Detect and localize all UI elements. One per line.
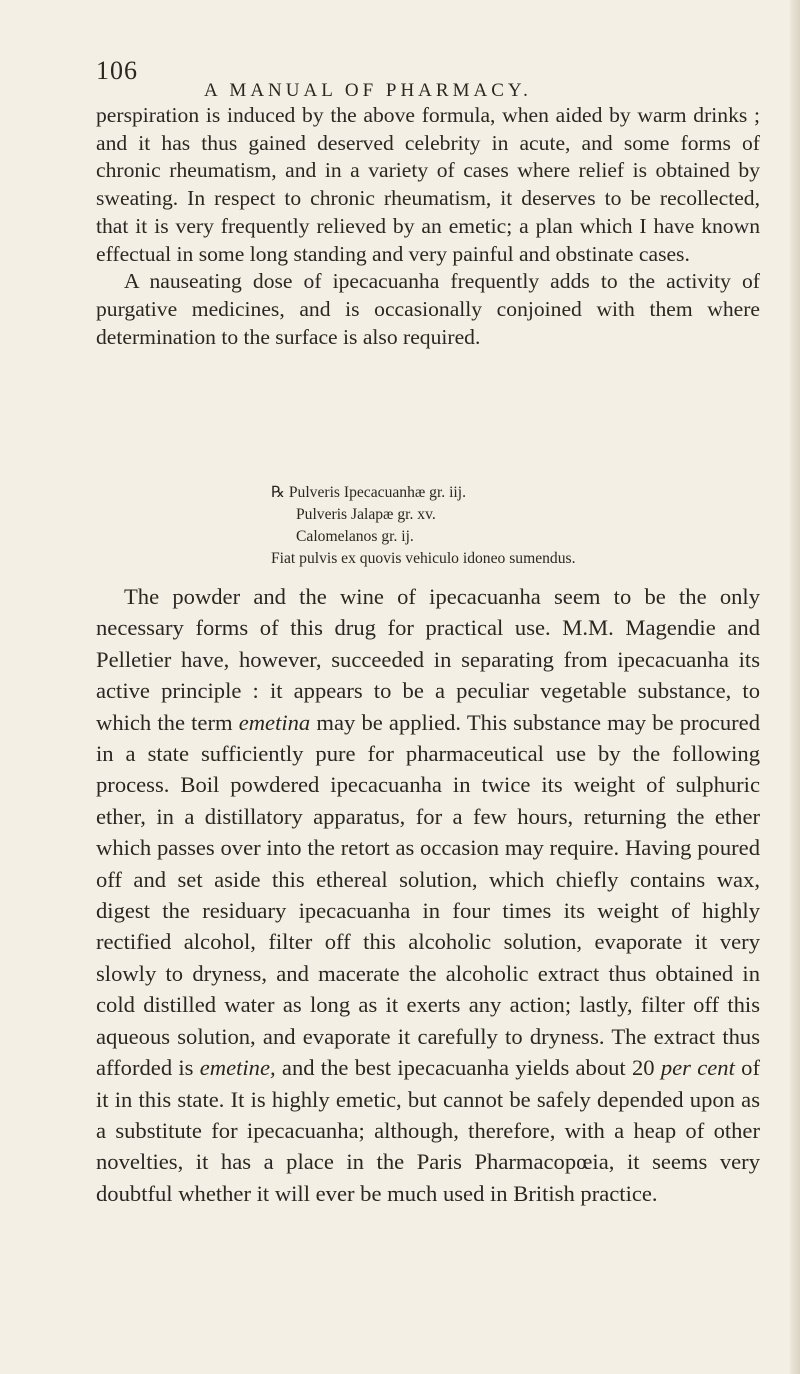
paragraph-text: of it in this state. It is highly emetic, but cannot be safely depended upon as a substitute for ipecacuanha; although, therefore, with a heap of other novelties, it has a place in the Paris Pharmacopœia, it seems very doubtful whether it will ever be much used in British practice. (96, 1055, 760, 1206)
page-number: 106 (96, 56, 138, 85)
prescription-line-4: Fiat pulvis ex quovis vehiculo idoneo sumendus. (271, 550, 576, 567)
prescription-line-3: Calomelanos gr. ij. (296, 528, 414, 545)
paragraph-powder-and-wine (96, 581, 760, 1209)
body-text-lower (96, 581, 760, 1209)
paragraph-text: and the best ipecacuanha yields about 20 (275, 1055, 661, 1081)
prescription-line-1: ℞ Pulveris Ipecacuanhæ gr. iij. (271, 484, 466, 501)
emphasis-term: per cent (660, 1055, 735, 1081)
emphasis-term: emetine, (199, 1055, 276, 1081)
emphasis-term: emetina (238, 709, 311, 735)
paragraph-nauseating-dose: A nauseating dose of ipecacuanha frequently adds to the activity of purgative medicines, and is occasionally conjoined with them where determination to the surface is also required. (96, 269, 760, 349)
body-text-upper (96, 102, 760, 351)
prescription-line-2: Pulveris Jalapæ gr. xv. (296, 506, 436, 523)
paragraph-text: The powder and the wine of ipecacuanha seem to be the only necessary forms of this drug for practical use. M.M. Magendie and Pelletier have, however, succeeded in separating from ipecacuanha its active principle : it appears to be a peculiar vegetable substance, to which the term (96, 584, 760, 735)
prescription-formula (271, 482, 576, 570)
paragraph-text: may be applied. This substance may be procured in a state sufficiently pure for pharmaceutical use by the following process. Boil powdered ipecacuanha in twice its weight of sulphuric ether, in a distillatory apparatus, for a few hours, returning the ether which passes over into the retort as occasion may require. Having poured off and set aside this ethereal solution, which chiefly contains wax, digest the residuary ipecacuanha in four times its weight of highly rectified alcohol, filter off this alcoholic solution, evaporate it very slowly to dryness, and macerate the alcoholic extract thus obtained in cold distilled water as long as it exerts any action; lastly, filter off this aqueous solution, and evaporate it carefully to dryness. The extract thus afforded is (96, 709, 760, 1081)
running-title: A MANUAL OF PHARMACY. (204, 80, 532, 101)
paragraph-perspiration: perspiration is induced by the above formula, when aided by warm drinks ; and it has thus gained deserved celebrity in acute, and some forms of chronic rheumatism, and in a variety of cases where relief is obtained by sweating. In respect to chronic rheumatism, it deserves to be recollected, that it is very frequently relieved by an emetic; a plan which I have known effectual in some long standing and very painful and obstinate cases. (96, 103, 760, 266)
page-edge (790, 0, 800, 1374)
